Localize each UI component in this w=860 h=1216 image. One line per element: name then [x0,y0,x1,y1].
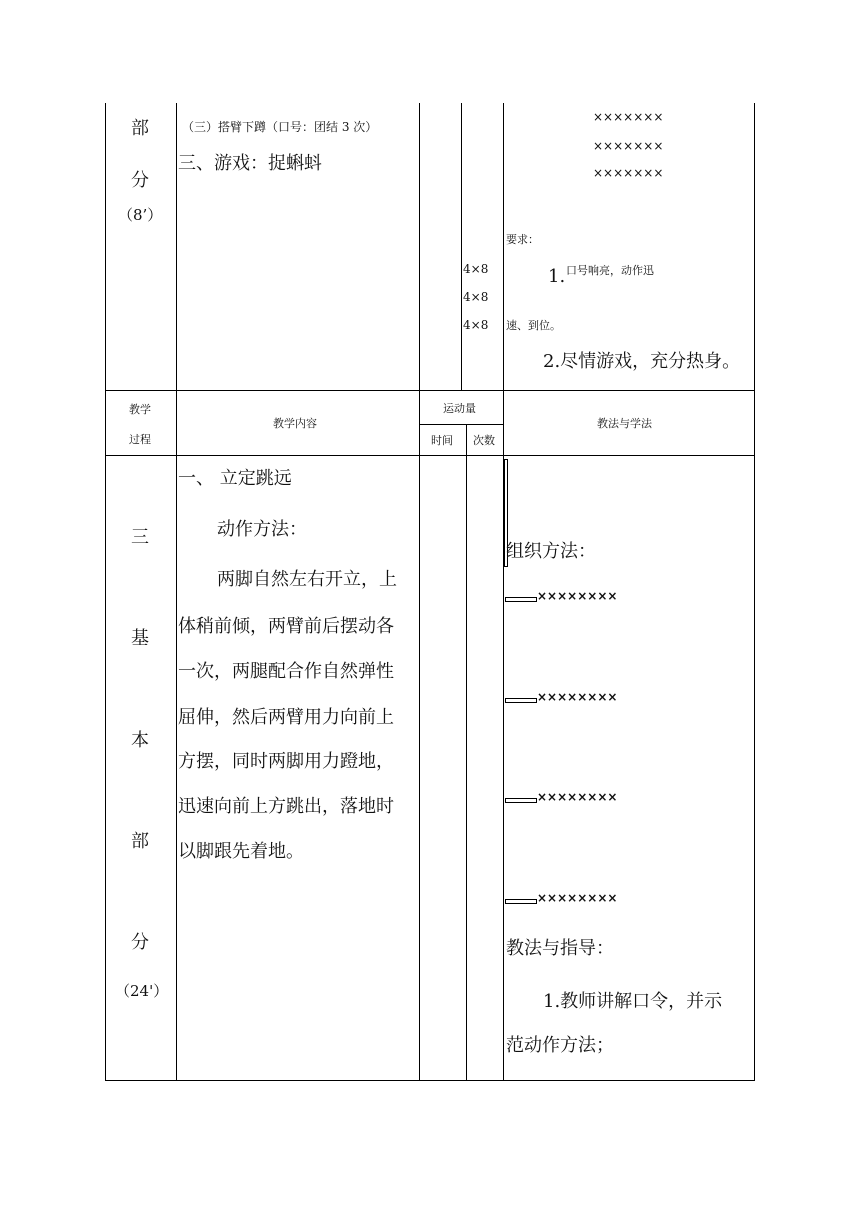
content-line: 体稍前倾，两臂前后摆动各 [178,616,394,637]
start-marker-bar [505,899,537,904]
header-content: 教学内容 [273,417,317,430]
requirement-1-continued: 速、到位。 [506,319,561,332]
content-line: 以脚跟先着地。 [178,841,304,862]
header-method: 教法与学法 [597,417,652,430]
col-divider-content [419,390,420,1081]
stage-time: （8’） [118,206,163,224]
content-line: 方摆，同时两脚用力蹬地， [178,751,394,772]
reps-value: 4×8 [463,290,489,304]
formation-row: ×××××××× [537,690,618,704]
formation-row: ×××××××× [537,589,618,603]
content-line: 两脚自然左右开立，上 [217,569,397,590]
col-divider-time-top [461,103,462,391]
header-count: 次数 [473,434,495,447]
rule-header-bottom [105,455,755,456]
col-divider-content-top [419,103,420,391]
guidance-1-line1: 1.教师讲解口令，并示 [543,991,723,1012]
content-heading-3: 三、游戏：捉蝌蚪 [178,153,322,174]
stage-char: 部 [131,831,149,852]
header-time: 时间 [431,434,453,447]
col-divider-count-top [503,103,504,391]
stage-time: （24'） [115,982,169,1000]
start-marker-bar [505,698,537,703]
content-heading-1: 一、 立定跳远 [178,468,292,489]
start-marker-bar [505,597,537,602]
col-divider-time [466,424,467,1081]
formation-row: ×××××××× [537,891,618,905]
header-process-line1: 教学 [129,403,151,416]
method-label: 动作方法： [217,519,307,540]
header-process-line2: 过程 [129,433,151,446]
table-border-left [105,103,106,1081]
requirement-2: 2.尽情游戏，充分热身。 [543,351,741,372]
content-line: 迅速向前上方跳出，落地时 [178,796,394,817]
formation-row: ××××××× [593,110,664,124]
guidance-1-line2: 范动作方法； [506,1035,614,1056]
stage-char: 本 [131,730,149,751]
stage-char: 基 [131,628,149,649]
requirement-1-text: 口号响亮，动作迅 [566,264,654,277]
formation-row: ××××××× [593,139,664,153]
reps-value: 4×8 [463,318,489,332]
stage-char: 分 [131,932,149,953]
stage-char: 三 [131,527,149,548]
table-border-right [754,103,755,1081]
content-line: 屈伸，然后两臂用力向前上 [178,707,394,728]
rule-header-mid [419,424,504,425]
reps-value: 4×8 [463,262,489,276]
rule-top-section-bottom [105,390,755,391]
stage-char: 部 [131,118,149,139]
organization-label: 组织方法： [506,541,596,562]
guidance-label: 教法与指导： [506,938,614,959]
content-item-3: （三）搭臂下蹲（口号：团结 3 次） [182,120,378,134]
requirements-label: 要求： [506,233,539,246]
formation-row: ×××××××× [537,790,618,804]
table-border-bottom [105,1080,755,1081]
header-load: 运动量 [443,402,476,415]
requirement-1-number: 1. [548,266,566,287]
content-line: 一次，两腿配合作自然弹性 [178,661,394,682]
start-marker-bar [505,798,537,803]
stage-char: 分 [131,170,149,191]
formation-row: ××××××× [593,166,664,180]
col-divider-process [176,103,177,1081]
